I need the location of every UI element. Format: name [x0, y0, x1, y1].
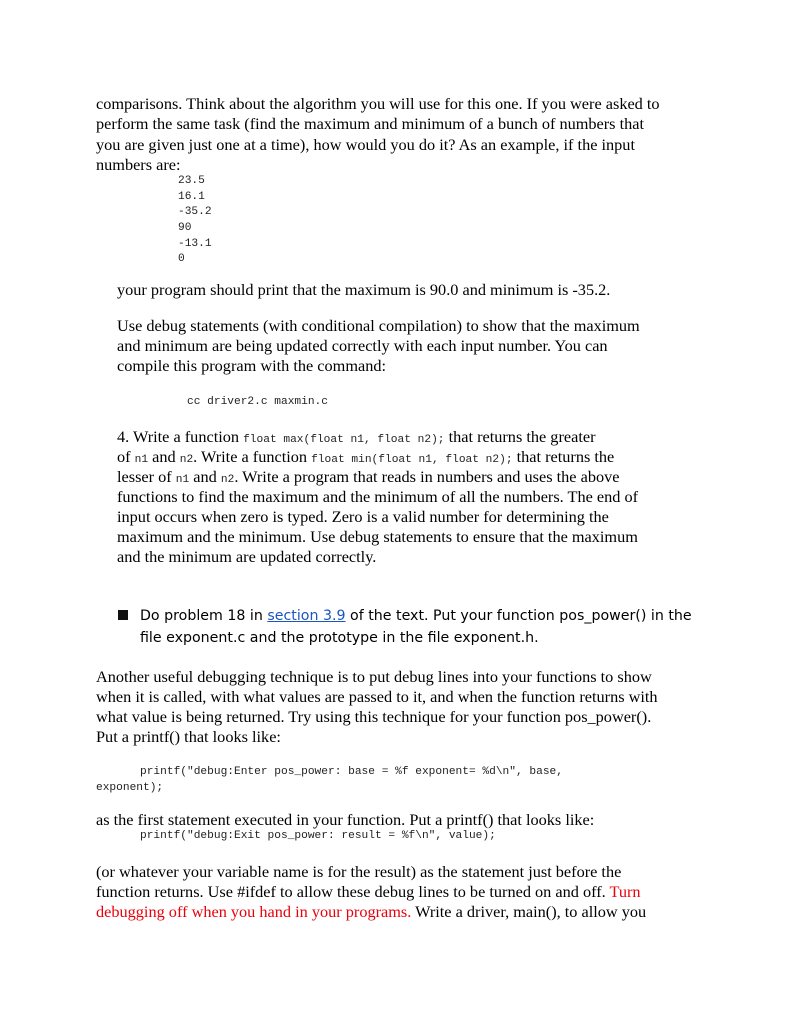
text-segment: compile this program with the command: — [117, 356, 387, 375]
text-segment: function returns. Use #ifdef to allow these debug lines to be turned on and off. — [96, 882, 610, 901]
code-line — [187, 394, 328, 410]
text-segment: maximum and the minimum. Use debug statements to ensure that the maximum — [117, 527, 638, 546]
text-segment: your program should print that the maximum is 90.0 and minimum is -35.2. — [117, 280, 611, 299]
text-line — [96, 882, 641, 902]
text-line — [117, 336, 608, 356]
text-segment: Use debug statements (with conditional compilation) to show that the maximum — [117, 316, 640, 335]
text-segment: 90 — [178, 222, 192, 234]
inline-code: n1 — [134, 454, 149, 466]
text-line — [96, 707, 651, 727]
inline-code: float max(float n1, float n2); — [243, 434, 445, 446]
inline-code: n1 — [175, 474, 190, 486]
text-segment: 16.1 — [178, 191, 205, 203]
text-segment: exponent); — [96, 782, 164, 794]
text-segment: and — [189, 467, 221, 486]
text-segment: and minimum are being updated correctly with each input number. You can — [117, 336, 608, 355]
text-line — [140, 628, 539, 648]
code-line — [140, 828, 496, 844]
text-line — [96, 135, 635, 155]
inline-code: n2 — [179, 454, 194, 466]
text-line — [117, 356, 386, 376]
text-line — [117, 316, 640, 336]
text-line — [96, 687, 658, 707]
text-line — [117, 280, 610, 300]
text-segment: lesser of — [117, 467, 176, 486]
text-segment: as the first statement executed in your function. Put a printf() that looks like: — [96, 810, 595, 829]
text-segment: perform the same task (find the maximum and minimum of a bunch of numbers that — [96, 114, 645, 133]
text-segment: and — [148, 447, 180, 466]
inline-code: n2 — [220, 474, 235, 486]
text-segment: what value is being returned. Try using this technique for your function pos_power(). — [96, 707, 652, 726]
text-line — [140, 606, 692, 626]
text-line — [96, 810, 594, 830]
text-segment: input occurs when zero is typed. Zero is a valid number for determining the — [117, 507, 609, 526]
text-segment: 4. Write a function — [117, 427, 244, 446]
text-line — [96, 862, 621, 882]
text-segment: -13.1 — [178, 238, 212, 250]
text-segment: (or whatever your variable name is for the result) as the statement just before the — [96, 862, 622, 881]
text-line — [117, 487, 638, 507]
text-segment: 0 — [178, 253, 185, 265]
highlighted-text: debugging off when you hand in your programs. — [96, 902, 412, 921]
text-segment: functions to find the maximum and the minimum of all the numbers. The end of — [117, 487, 639, 506]
text-line — [117, 507, 609, 527]
bullet-square-icon — [118, 610, 128, 620]
text-segment: you are given just one at a time), how would you do it? As an example, if the input — [96, 135, 635, 154]
text-segment: Put a printf() that looks like: — [96, 727, 281, 746]
text-line — [96, 902, 646, 922]
text-line — [96, 94, 660, 114]
text-segment: Write a driver, main(), to allow you — [411, 902, 647, 921]
text-line — [117, 527, 638, 547]
text-segment: cc driver2.c maxmin.c — [187, 396, 328, 408]
text-line — [117, 547, 376, 567]
text-segment: file exponent.c and the prototype in the file exponent.h. — [140, 630, 539, 646]
text-segment: printf("debug:Enter pos_power: base = %f exponent= %d\n", base, — [140, 766, 563, 778]
code-line — [178, 236, 212, 252]
code-line — [96, 780, 163, 796]
section-link[interactable]: section 3.9 — [267, 608, 346, 624]
code-line — [178, 189, 205, 205]
code-line — [178, 251, 185, 267]
text-segment: of the text. Put your function pos_power() in the — [345, 608, 692, 624]
text-line — [96, 114, 644, 134]
code-line — [140, 764, 563, 780]
text-segment: Another useful debugging technique is to put debug lines into your functions to show — [96, 667, 652, 686]
text-line — [96, 667, 652, 687]
text-segment: Do problem 18 in — [140, 608, 268, 624]
text-segment: comparisons. Think about the algorithm you will use for this one. If you were asked to — [96, 94, 660, 113]
text-segment: printf("debug:Exit pos_power: result = %f\n", value); — [140, 830, 496, 842]
highlighted-text: Turn — [609, 882, 641, 901]
text-line — [96, 727, 281, 747]
text-segment: . Write a function — [193, 447, 312, 466]
code-line — [178, 173, 205, 189]
text-segment: and the minimum are updated correctly. — [117, 547, 377, 566]
text-segment: of — [117, 447, 135, 466]
text-segment: when it is called, with what values are passed to it, and when the function returns with — [96, 687, 658, 706]
code-line — [178, 220, 191, 236]
inline-code: float min(float n1, float n2); — [311, 454, 513, 466]
text-segment: numbers are: — [96, 155, 181, 174]
text-segment: -35.2 — [178, 206, 212, 218]
text-line — [96, 155, 181, 175]
text-segment: 23.5 — [178, 175, 205, 187]
text-segment: that returns the greater — [444, 427, 596, 446]
code-line — [178, 204, 212, 220]
text-segment: . Write a program that reads in numbers and uses the above — [234, 467, 620, 486]
text-segment: that returns the — [512, 447, 615, 466]
